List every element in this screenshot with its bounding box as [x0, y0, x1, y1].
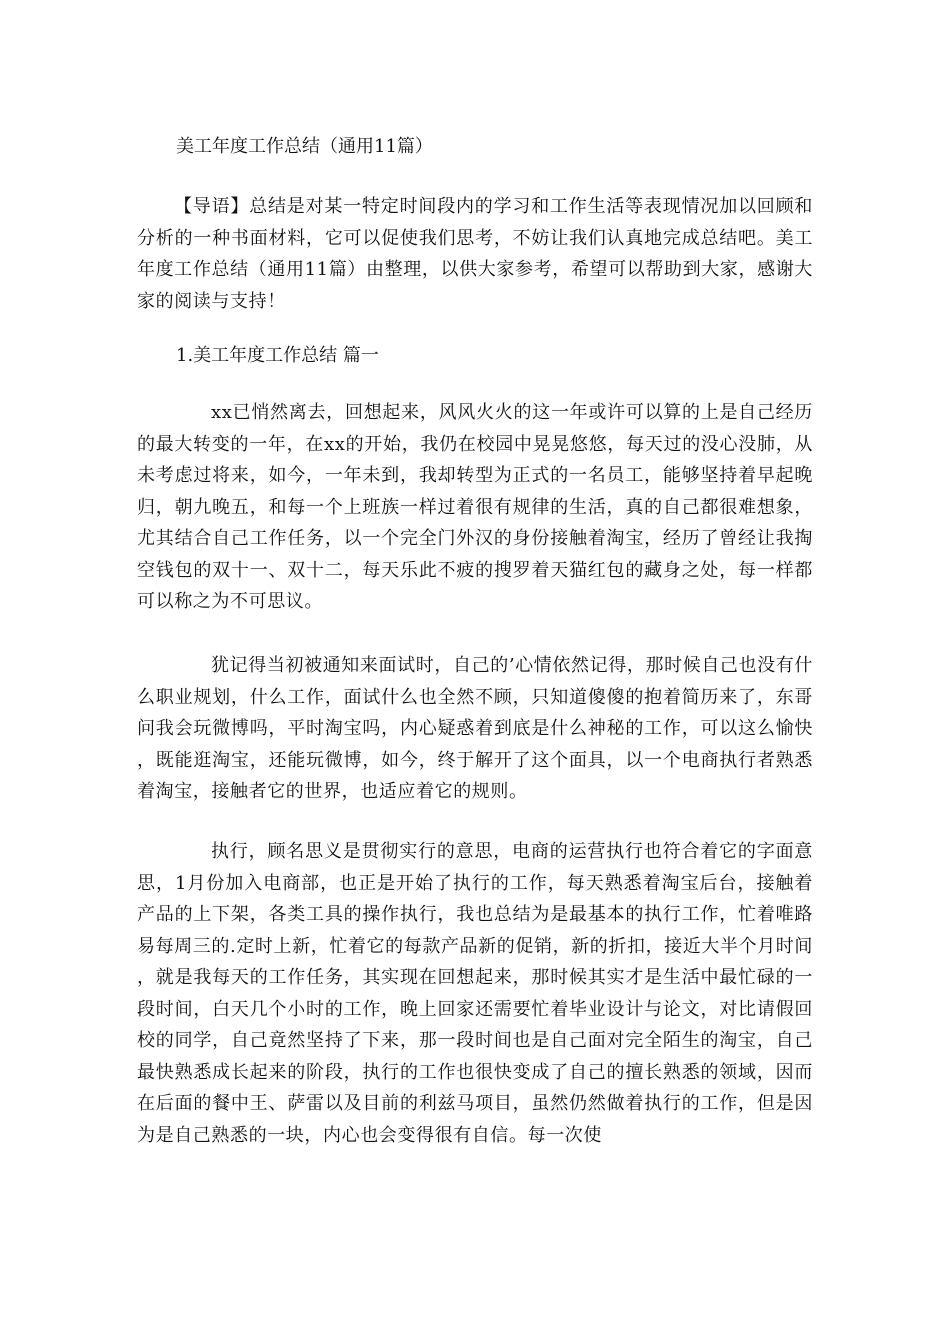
intro-paragraph: 【导语】总结是对某一特定时间段内的学习和工作生活等表现情况加以回顾和分析的一种书面材料，它可以促使我们思考，不妨让我们认真地完成总结吧。美工年度工作总结（通用11篇）由整理，以供大家参考，希望可以帮助到大家，感谢大家的阅读与支持！: [137, 196, 813, 312]
body-paragraph-2: 犹记得当初被通知来面试时，自己的’心情依然记得，那时候自己也没有什么职业规划，什么工作，面试什么也全然不顾，只知道傻傻的抱着简历来了，东哥问我会玩微博吗，平时淘宝吗，内心疑惑着到底是什么神秘的工作，可以这么愉快，既能逛淘宝，还能玩微博，如今，终于解开了这个面具，以一个电商执行者熟悉着淘宝，接触者它的世界，也适应着它的规则。: [137, 655, 813, 802]
document-title: 美工年度工作总结（通用11篇）: [176, 136, 433, 157]
body-paragraph-3: 执行，顾名思义是贯彻实行的意思，电商的运营执行也符合着它的字面意思，1月份加入电商部，也正是开始了执行的工作，每天熟悉着淘宝后台，接触着产品的上下架，各类工具的操作执行，我也总结为是最基本的执行工作，忙着唯路易每周三的.定时上新，忙着它的每款产品新的促销，新的折扣，接近大半个月时间，就是我每天的工作任务，其实现在回想起来，那时候其实才是生活中最忙碌的一段时间，白天几个小时的工作，晚上回家还需要忙着毕业设计与论文，对比请假回校的同学，自己竟然坚持了下来，那一段时间也是自己面对完全陌生的淘宝，自己最快熟悉成长起来的阶段，执行的工作也很快变成了自己的擅长熟悉的领域，因而在后面的餐中王、萨雷以及目前的利兹马项目，虽然仍然做着执行的工作，但是因为是自己熟悉的一块，内心也会变得很有自信。每一次使: [137, 841, 813, 1146]
section-heading: 1.美工年度工作总结 篇一: [176, 345, 379, 366]
body-paragraph-1: xx已悄然离去，回想起来，风风火火的这一年或许可以算的上是自己经历的最大转变的一年，在xx的开始，我仍在校园中晃晃悠悠，每天过的没心没肺，从未考虑过将来，如今，一年未到，我却转型为正式的一名员工，能够坚持着早起晚归，朝九晚五，和每一个上班族一样过着很有规律的生活，真的自己都很难想象，尤其结合自己工作任务，以一个完全门外汉的身份接触着淘宝，经历了曾经让我掏空钱包的双十一、双十二，每天乐此不疲的搜罗着天猫红包的藏身之处，每一样都可以称之为不可思议。: [137, 402, 813, 612]
